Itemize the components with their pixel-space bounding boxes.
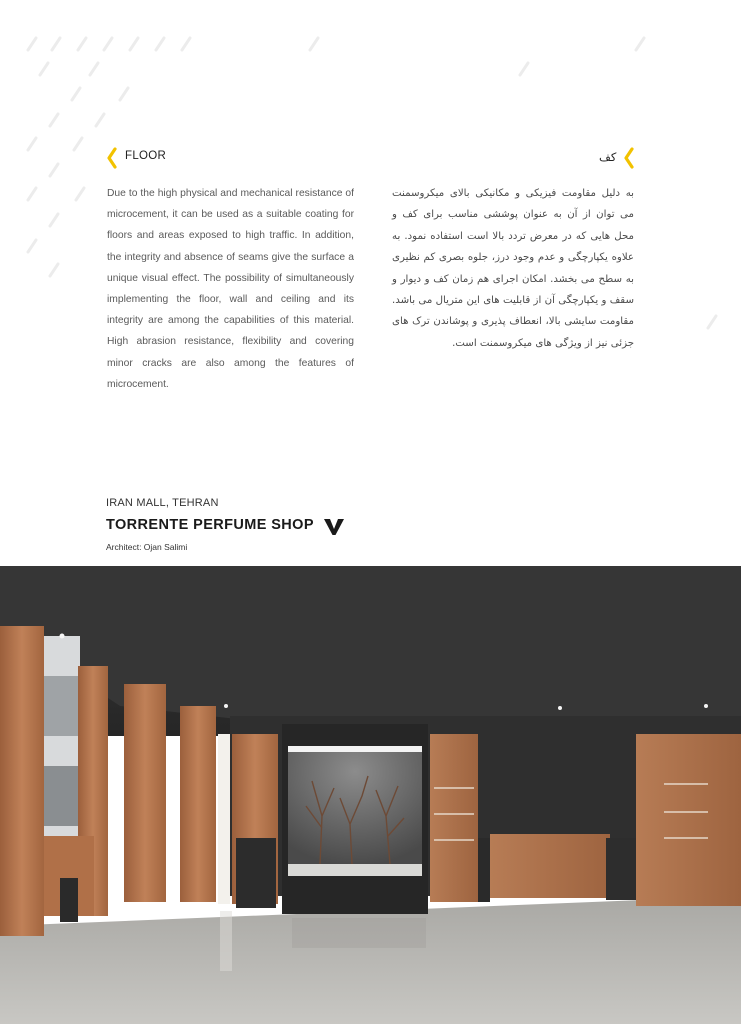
persian-body-text: به دلیل مقاومت فیزیکی و مکانیکی بالای میکروسمنت می توان از آن به عنوان پوششی مناسب برای کف و محل هایی که در معرض تردد بالا است استفاده نمود. به علاوه یکپارچگی و عدم وجود درز، جلوه بصری کم نظیری به سطح می بخشد. امکان اجرای هم زمان کف و دیوار و سقف و یکپارچگی آن از قابلیت های این متریال می باشد. مقاومت سایشی بالا، انعطاف پذیری و پوشاندن ترک های جزئی نیز از ویژگی های میکروسمنت است.	[392, 188, 634, 349]
project-location: IRAN MALL, TEHRAN	[106, 497, 219, 509]
shop-interior-photo	[0, 566, 741, 1024]
section-heading-floor: FLOOR	[125, 150, 167, 162]
project-title: TORRENTE PERFUME SHOP	[106, 517, 314, 533]
yellow-chevron-left-icon	[106, 147, 118, 169]
section-heading-persian: کف	[599, 150, 617, 164]
v-chevron-down-icon	[323, 518, 345, 536]
yellow-chevron-left-icon	[623, 147, 635, 169]
english-body-text: Due to the high physical and mechanical resistance of microcement, it can be used as a suitable coating for floors and areas exposed to high traffic. In addition, the integrity and absence of seams give the surface a unique visual effect. The possibility of simultaneously implementing the floor, wall and ceiling and its integrity are among the capabilities of this material. High abrasion resistance, flexibility and covering minor cracks are also among the features of microcement.	[107, 188, 354, 390]
project-architect: Architect: Ojan Salimi	[106, 542, 188, 552]
